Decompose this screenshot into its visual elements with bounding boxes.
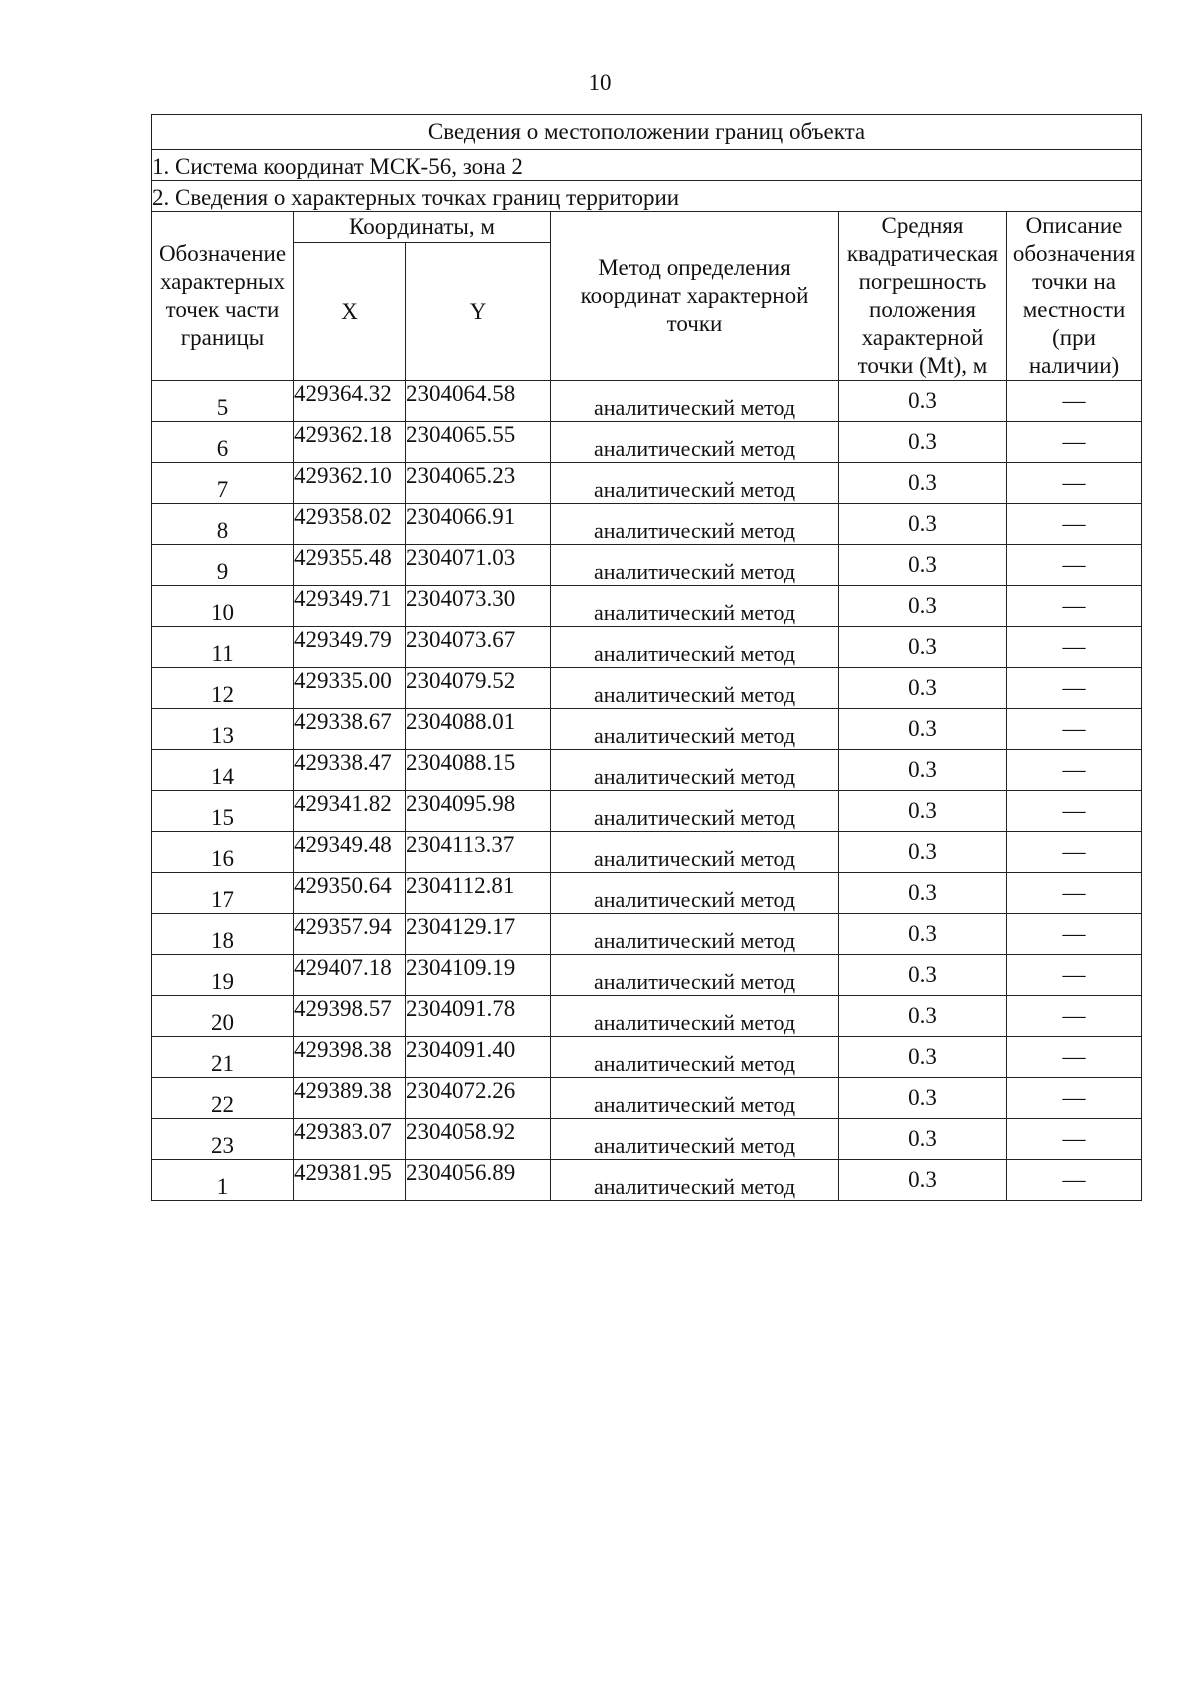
header-coordinates: Координаты, м (294, 212, 551, 243)
x-coordinate-cell: 429338.67 (294, 709, 406, 750)
description-cell: — (1007, 381, 1142, 422)
table-row (152, 422, 1142, 463)
method-cell: аналитический метод (551, 463, 839, 504)
method-cell: аналитический метод (551, 586, 839, 627)
point-number-cell: 17 (152, 873, 294, 914)
method-cell: аналитический метод (551, 750, 839, 791)
y-coordinate-cell: 2304109.19 (406, 955, 551, 996)
description-cell: — (1007, 791, 1142, 832)
mt-cell: 0.3 (839, 463, 1007, 504)
y-coordinate-cell: 2304112.81 (406, 873, 551, 914)
x-coordinate-cell: 429349.71 (294, 586, 406, 627)
header-method: Метод определения координат характерной точки (551, 212, 839, 381)
mt-cell: 0.3 (839, 914, 1007, 955)
header-mt: Средняя квадратическая погрешность положения характерной точки (Mt), м (839, 212, 1007, 381)
x-coordinate-cell: 429389.38 (294, 1078, 406, 1119)
table-row (152, 832, 1142, 873)
point-number-cell: 13 (152, 709, 294, 750)
method-cell: аналитический метод (551, 422, 839, 463)
mt-cell: 0.3 (839, 873, 1007, 914)
table-row (152, 668, 1142, 709)
coordinate-system-line: 1. Система координат МСК-56, зона 2 (152, 150, 1142, 181)
point-number-cell: 1 (152, 1160, 294, 1201)
y-coordinate-cell: 2304073.30 (406, 586, 551, 627)
point-number-cell: 22 (152, 1078, 294, 1119)
method-cell: аналитический метод (551, 791, 839, 832)
y-coordinate-cell: 2304066.91 (406, 504, 551, 545)
point-number-cell: 9 (152, 545, 294, 586)
point-number-cell: 12 (152, 668, 294, 709)
mt-cell: 0.3 (839, 1078, 1007, 1119)
method-cell: аналитический метод (551, 1160, 839, 1201)
y-coordinate-cell: 2304071.03 (406, 545, 551, 586)
x-coordinate-cell: 429355.48 (294, 545, 406, 586)
header-y: Y (406, 243, 551, 381)
x-coordinate-cell: 429364.32 (294, 381, 406, 422)
point-number-cell: 10 (152, 586, 294, 627)
description-cell: — (1007, 1119, 1142, 1160)
description-cell: — (1007, 1037, 1142, 1078)
point-number-cell: 16 (152, 832, 294, 873)
y-coordinate-cell: 2304073.67 (406, 627, 551, 668)
description-cell: — (1007, 750, 1142, 791)
method-cell: аналитический метод (551, 1078, 839, 1119)
y-coordinate-cell: 2304088.15 (406, 750, 551, 791)
description-cell: — (1007, 1160, 1142, 1201)
mt-cell: 0.3 (839, 504, 1007, 545)
mt-cell: 0.3 (839, 955, 1007, 996)
x-coordinate-cell: 429407.18 (294, 955, 406, 996)
y-coordinate-cell: 2304056.89 (406, 1160, 551, 1201)
x-coordinate-cell: 429350.64 (294, 873, 406, 914)
description-cell: — (1007, 545, 1142, 586)
method-cell: аналитический метод (551, 996, 839, 1037)
boundary-points-table (151, 114, 1142, 1201)
description-cell: — (1007, 463, 1142, 504)
table-row (152, 1119, 1142, 1160)
method-cell: аналитический метод (551, 545, 839, 586)
point-number-cell: 7 (152, 463, 294, 504)
mt-cell: 0.3 (839, 791, 1007, 832)
x-coordinate-cell: 429349.79 (294, 627, 406, 668)
point-number-cell: 14 (152, 750, 294, 791)
description-cell: — (1007, 627, 1142, 668)
mt-cell: 0.3 (839, 381, 1007, 422)
x-coordinate-cell: 429335.00 (294, 668, 406, 709)
y-coordinate-cell: 2304079.52 (406, 668, 551, 709)
point-number-cell: 8 (152, 504, 294, 545)
header-point: Обозначение характерных точек части границы (152, 212, 294, 381)
mt-cell: 0.3 (839, 668, 1007, 709)
table-row (152, 381, 1142, 422)
description-cell: — (1007, 1078, 1142, 1119)
y-coordinate-cell: 2304113.37 (406, 832, 551, 873)
table-row (152, 1037, 1142, 1078)
description-cell: — (1007, 709, 1142, 750)
method-cell: аналитический метод (551, 627, 839, 668)
table-row (152, 504, 1142, 545)
y-coordinate-cell: 2304065.23 (406, 463, 551, 504)
method-cell: аналитический метод (551, 955, 839, 996)
mt-cell: 0.3 (839, 627, 1007, 668)
x-coordinate-cell: 429349.48 (294, 832, 406, 873)
method-cell: аналитический метод (551, 914, 839, 955)
table-title: Сведения о местоположении границ объекта (152, 115, 1142, 150)
y-coordinate-cell: 2304064.58 (406, 381, 551, 422)
method-cell: аналитический метод (551, 1119, 839, 1160)
x-coordinate-cell: 429362.18 (294, 422, 406, 463)
x-coordinate-cell: 429358.02 (294, 504, 406, 545)
method-cell: аналитический метод (551, 381, 839, 422)
method-cell: аналитический метод (551, 1037, 839, 1078)
table-row (152, 545, 1142, 586)
x-coordinate-cell: 429398.38 (294, 1037, 406, 1078)
table-row (152, 750, 1142, 791)
description-cell: — (1007, 914, 1142, 955)
mt-cell: 0.3 (839, 1119, 1007, 1160)
mt-cell: 0.3 (839, 545, 1007, 586)
x-coordinate-cell: 429338.47 (294, 750, 406, 791)
table-row (152, 955, 1142, 996)
table-row (152, 914, 1142, 955)
y-coordinate-cell: 2304058.92 (406, 1119, 551, 1160)
table-row (152, 1078, 1142, 1119)
description-cell: — (1007, 873, 1142, 914)
y-coordinate-cell: 2304091.78 (406, 996, 551, 1037)
x-coordinate-cell: 429383.07 (294, 1119, 406, 1160)
point-number-cell: 21 (152, 1037, 294, 1078)
description-cell: — (1007, 586, 1142, 627)
method-cell: аналитический метод (551, 709, 839, 750)
y-coordinate-cell: 2304072.26 (406, 1078, 551, 1119)
description-cell: — (1007, 422, 1142, 463)
table-row (152, 709, 1142, 750)
mt-cell: 0.3 (839, 709, 1007, 750)
x-coordinate-cell: 429398.57 (294, 996, 406, 1037)
section-heading: 2. Сведения о характерных точках границ территории (152, 181, 1142, 212)
point-number-cell: 19 (152, 955, 294, 996)
page-number: 10 (588, 70, 612, 95)
point-number-cell: 11 (152, 627, 294, 668)
point-number-cell: 18 (152, 914, 294, 955)
table-row (152, 586, 1142, 627)
mt-cell: 0.3 (839, 832, 1007, 873)
table-row (152, 873, 1142, 914)
description-cell: — (1007, 504, 1142, 545)
y-coordinate-cell: 2304065.55 (406, 422, 551, 463)
header-x: X (294, 243, 406, 381)
mt-cell: 0.3 (839, 1037, 1007, 1078)
x-coordinate-cell: 429381.95 (294, 1160, 406, 1201)
mt-cell: 0.3 (839, 750, 1007, 791)
description-cell: — (1007, 832, 1142, 873)
point-number-cell: 23 (152, 1119, 294, 1160)
table-row (152, 996, 1142, 1037)
y-coordinate-cell: 2304091.40 (406, 1037, 551, 1078)
mt-cell: 0.3 (839, 586, 1007, 627)
method-cell: аналитический метод (551, 873, 839, 914)
mt-cell: 0.3 (839, 996, 1007, 1037)
table-row (152, 463, 1142, 504)
x-coordinate-cell: 429341.82 (294, 791, 406, 832)
x-coordinate-cell: 429357.94 (294, 914, 406, 955)
y-coordinate-cell: 2304129.17 (406, 914, 551, 955)
description-cell: — (1007, 996, 1142, 1037)
point-number-cell: 5 (152, 381, 294, 422)
point-number-cell: 15 (152, 791, 294, 832)
method-cell: аналитический метод (551, 504, 839, 545)
mt-cell: 0.3 (839, 1160, 1007, 1201)
description-cell: — (1007, 955, 1142, 996)
y-coordinate-cell: 2304095.98 (406, 791, 551, 832)
mt-cell: 0.3 (839, 422, 1007, 463)
table-row (152, 791, 1142, 832)
y-coordinate-cell: 2304088.01 (406, 709, 551, 750)
point-number-cell: 6 (152, 422, 294, 463)
point-number-cell: 20 (152, 996, 294, 1037)
table-row (152, 1160, 1142, 1201)
header-description: Описание обозначения точки на местности (при наличии) (1007, 212, 1142, 381)
description-cell: — (1007, 668, 1142, 709)
x-coordinate-cell: 429362.10 (294, 463, 406, 504)
method-cell: аналитический метод (551, 832, 839, 873)
table-row (152, 627, 1142, 668)
method-cell: аналитический метод (551, 668, 839, 709)
